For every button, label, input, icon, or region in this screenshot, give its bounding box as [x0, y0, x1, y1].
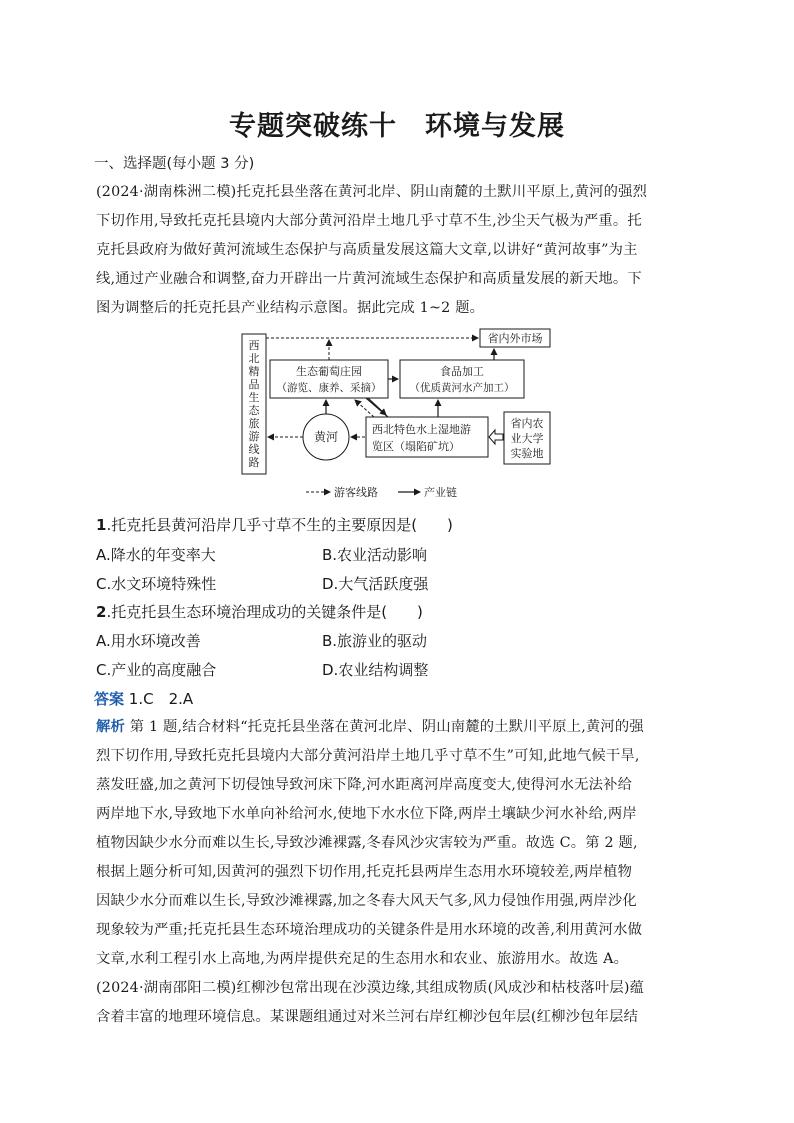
svg-text:业大学: 业大学 — [510, 432, 544, 445]
market-label: 省内外市场 — [487, 332, 543, 345]
analysis-label: 解析 — [96, 719, 125, 735]
svg-text:西: 西 — [248, 339, 260, 352]
intro-line: (2024·湖南株洲二模)托克托县坐落在黄河北岸、阴山南麓的土默川平原上,黄河的强烈 — [96, 184, 648, 200]
q2-option-d[interactable]: D.农业结构调整 — [322, 661, 429, 679]
answer-label: 答案 — [94, 690, 125, 708]
intro-line: 图为调整后的托克托县产业结构示意图。据此完成 1~2 题。 — [96, 300, 485, 316]
legend-industry: 产业链 — [424, 486, 457, 499]
question-2: 2.托克托县生态环境治理成功的关键条件是( ) — [96, 603, 423, 621]
svg-text:西北特色水上湿地游: 西北特色水上湿地游 — [372, 423, 471, 436]
farm-to-wetland-arrow — [489, 430, 503, 444]
svg-text:精: 精 — [248, 365, 260, 378]
svg-text:品: 品 — [248, 378, 260, 391]
svg-text:线: 线 — [248, 443, 260, 456]
svg-text:实验地: 实验地 — [510, 447, 544, 460]
q2-option-b[interactable]: B.旅游业的驱动 — [322, 632, 428, 650]
svg-text:食品加工: 食品加工 — [440, 365, 484, 378]
route-vertical-label — [249, 339, 261, 469]
intro-line: 线,通过产业融合和调整,奋力开辟出一片黄河流域生态保护和高质量发展的新天地。下 — [96, 271, 642, 287]
intro-line: 下切作用,导致托克托县境内大部分黄河沿岸土地几乎寸草不生,沙尘天气极为严重。托 — [96, 213, 642, 229]
question-1: 1.托克托县黄河沿岸几乎寸草不生的主要原因是( ) — [96, 516, 453, 534]
svg-text:（优质黄河水产加工）: （优质黄河水产加工） — [409, 382, 515, 394]
svg-text:览区（塌陷矿坑）: 览区（塌陷矿坑） — [372, 440, 460, 453]
svg-text:（游览、康养、采摘）: （游览、康养、采摘） — [276, 382, 382, 394]
section-heading: 一、选择题(每小题 3 分) — [94, 156, 255, 172]
q2-option-a[interactable]: A.用水环境改善 — [96, 632, 201, 650]
answer-line: 答案 1.C 2.A — [94, 690, 194, 708]
q1-option-c[interactable]: C.水文环境特殊性 — [96, 575, 217, 593]
intro-line: 克托县政府为做好黄河流域生态保护与高质量发展这篇大文章,以讲好“黄河故事”为主 — [96, 242, 638, 258]
river-label: 黄河 — [313, 430, 339, 444]
svg-text:生: 生 — [248, 391, 260, 404]
industry-structure-diagram — [238, 324, 556, 504]
page-title: 专题突破练十 环境与发展 — [229, 111, 565, 142]
q1-option-d[interactable]: D.大气活跃度强 — [322, 575, 429, 593]
q1-option-b[interactable]: B.农业活动影响 — [322, 546, 428, 564]
svg-text:省内农: 省内农 — [510, 417, 544, 430]
q1-option-a[interactable]: A.降水的年变率大 — [96, 546, 216, 564]
legend-tourist: 游客线路 — [334, 486, 378, 499]
svg-text:态: 态 — [248, 404, 260, 417]
svg-text:路: 路 — [248, 456, 260, 469]
svg-text:游: 游 — [248, 430, 260, 443]
svg-text:旅: 旅 — [248, 417, 260, 430]
svg-text:北: 北 — [248, 352, 260, 365]
q2-option-c[interactable]: C.产业的高度融合 — [96, 661, 217, 679]
svg-text:生态葡萄庄园: 生态葡萄庄园 — [296, 365, 362, 378]
